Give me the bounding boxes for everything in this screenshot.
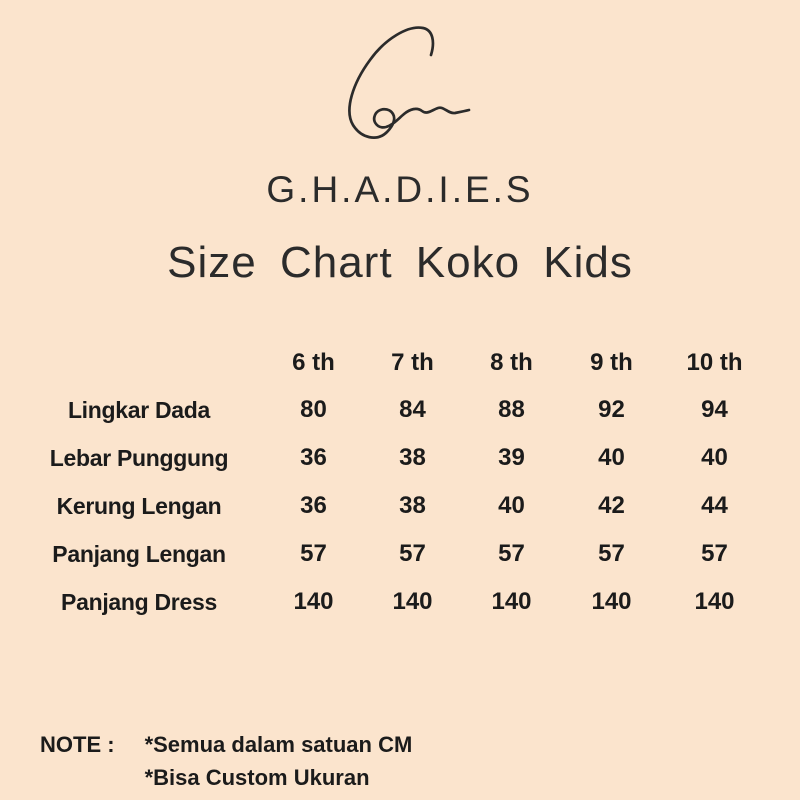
size-value: 42 [598, 492, 625, 519]
note-line: *Bisa Custom Ukuran [144, 765, 370, 790]
size-value: 40 [598, 444, 625, 471]
note-lines [145, 728, 413, 794]
row-label: Lingkar Dada [67, 396, 211, 423]
size-value: 94 [701, 396, 728, 423]
size-value: 44 [701, 492, 728, 519]
size-value: 140 [491, 588, 532, 615]
size-column-header: 6 th [292, 349, 335, 376]
size-value: 140 [694, 588, 735, 615]
size-column-header: 10 th [686, 349, 743, 376]
size-value: 38 [399, 492, 426, 519]
size-column-header: 7 th [391, 349, 434, 376]
size-chart-table [14, 338, 767, 626]
page-title: Size Chart Koko Kids [167, 238, 633, 287]
row-label: Panjang Dress [61, 588, 217, 615]
row-label: Lebar Punggung [49, 444, 229, 471]
size-value: 140 [392, 588, 433, 615]
row-label: Panjang Lengan [52, 540, 226, 567]
size-value: 57 [701, 540, 728, 567]
size-value: 57 [399, 540, 426, 567]
size-value: 36 [300, 444, 327, 471]
brand-name: G.H.A.D.I.E.S [266, 169, 534, 210]
size-value: 57 [300, 540, 327, 567]
size-value: 39 [498, 444, 525, 471]
size-value: 57 [598, 540, 625, 567]
note-label: NOTE : [40, 732, 115, 757]
row-label: Kerung Lengan [56, 492, 222, 519]
size-value: 88 [498, 396, 525, 423]
size-value: 80 [300, 396, 327, 423]
brand-logo-g-icon [330, 22, 480, 154]
size-value: 57 [498, 540, 525, 567]
size-value: 40 [701, 444, 728, 471]
size-column-header: 8 th [490, 349, 533, 376]
note-line: *Semua dalam satuan CM [144, 732, 413, 757]
size-value: 140 [293, 588, 334, 615]
size-value: 36 [300, 492, 327, 519]
size-column-header: 9 th [590, 349, 633, 376]
size-value: 140 [591, 588, 632, 615]
size-value: 92 [598, 396, 625, 423]
size-value: 40 [498, 492, 525, 519]
note-section [40, 728, 412, 794]
size-value: 84 [399, 396, 426, 423]
corner-cell [14, 338, 264, 388]
size-value: 38 [399, 444, 426, 471]
